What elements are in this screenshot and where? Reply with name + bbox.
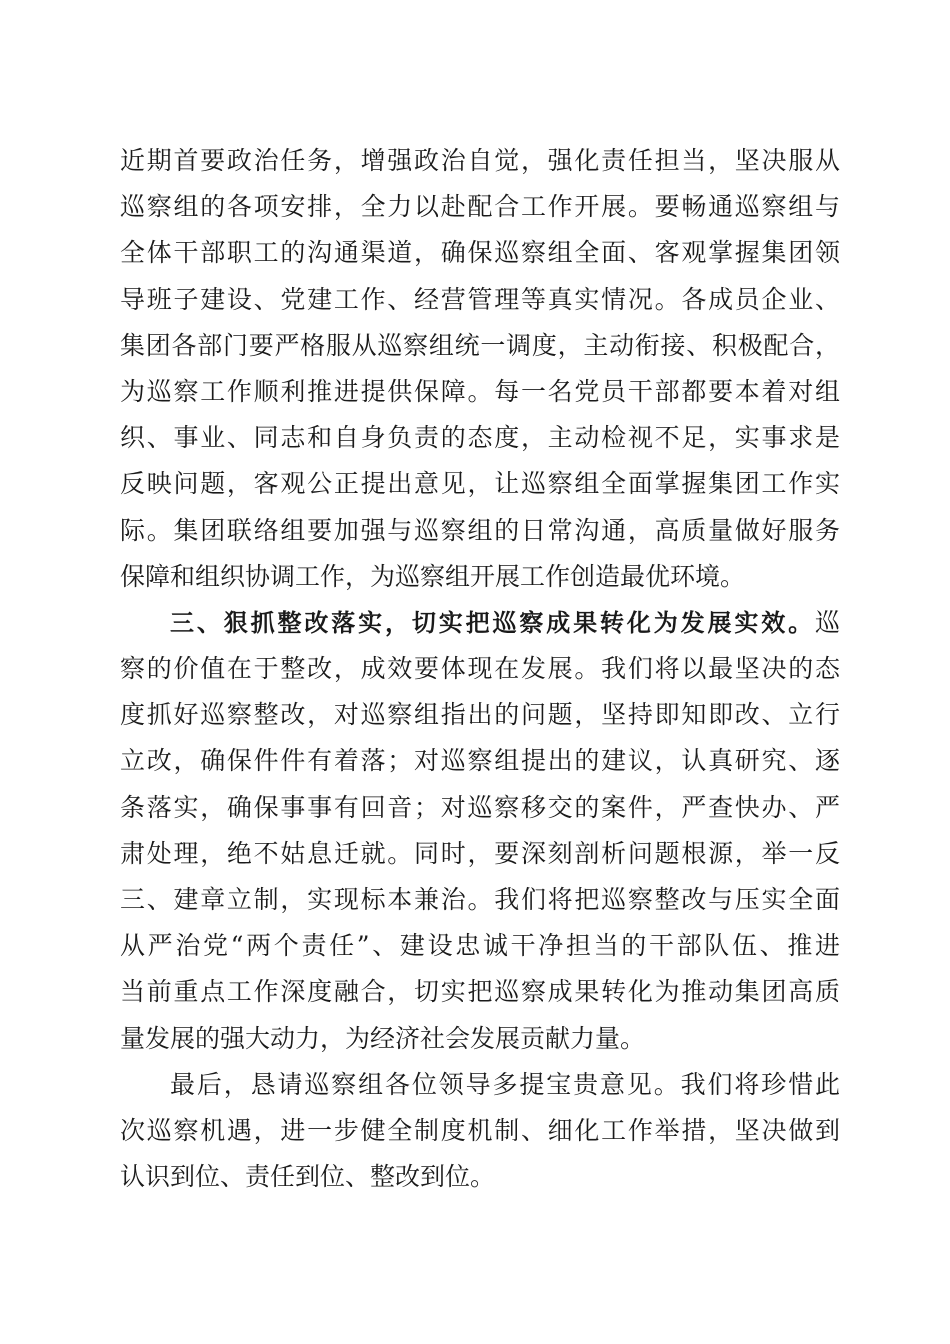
- text-line: [120, 600, 840, 646]
- text-line: 次巡察机遇，进一步健全制度机制、细化工作举措，坚决做到: [120, 1115, 840, 1145]
- text-line: 从严治党“两个责任”、建设忠诚干净担当的干部队伍、推进: [120, 931, 840, 961]
- text-line: 为巡察工作顺利推进提供保障。每一名党员干部都要本着对组: [120, 376, 840, 406]
- text-line: 反映问题，客观公正提出意见，让巡察组全面掌握集团工作实: [120, 469, 840, 499]
- text-line: 当前重点工作深度融合，切实把巡察成果转化为推动集团高质: [120, 977, 840, 1007]
- text-line: 近期首要政治任务，增强政治自觉，强化责任担当，坚决服从: [120, 146, 840, 175]
- text-line: 保障和组织协调工作，为巡察组开展工作创造最优环境。: [120, 561, 746, 591]
- text-line: 最后，恳请巡察组各位领导多提宝贵意见。我们将珍惜此: [170, 1069, 840, 1099]
- paragraph-1: [120, 138, 840, 600]
- text-line: 认识到位、责任到位、整改到位。: [120, 1162, 496, 1192]
- text-line: 导班子建设、党建工作、经营管理等真实情况。各成员企业、: [120, 284, 840, 314]
- text-line: 肃处理，绝不姑息迁就。同时，要深刻剖析问题根源，举一反: [120, 838, 840, 868]
- text-line: 度抓好巡察整改，对巡察组指出的问题，坚持即知即改、立行: [120, 700, 840, 730]
- heading-tail-text: 巡: [814, 607, 840, 637]
- document-body: [120, 138, 840, 1200]
- text-line: 察的价值在于整改，成效要体现在发展。我们将以最坚决的态: [120, 654, 840, 684]
- text-line: 三、建章立制，实现标本兼治。我们将把巡察整改与压实全面: [120, 885, 840, 914]
- text-line: 织、事业、同志和自身负责的态度，主动检视不足，实事求是: [120, 423, 840, 453]
- text-line: 全体干部职工的沟通渠道，确保巡察组全面、客观掌握集团领: [120, 238, 840, 268]
- text-line: 集团各部门要严格服从巡察组统一调度，主动衔接、积极配合，: [120, 330, 840, 360]
- text-line: 立改，确保件件有着落；对巡察组提出的建议，认真研究、逐: [120, 746, 840, 776]
- text-line: 巡察组的各项安排，全力以赴配合工作开展。要畅通巡察组与: [120, 192, 840, 222]
- text-line: 条落实，确保事事有回音；对巡察移交的案件，严查快办、严: [120, 792, 840, 822]
- paragraph-2: [120, 600, 840, 1062]
- text-line: 量发展的强大动力，为经济社会发展贡献力量。: [120, 1023, 646, 1053]
- paragraph-3: [120, 1062, 840, 1201]
- section-heading: 三、狠抓整改落实，切实把巡察成果转化为发展实效。: [170, 608, 815, 637]
- text-line: 际。集团联络组要加强与巡察组的日常沟通，高质量做好服务: [120, 515, 840, 545]
